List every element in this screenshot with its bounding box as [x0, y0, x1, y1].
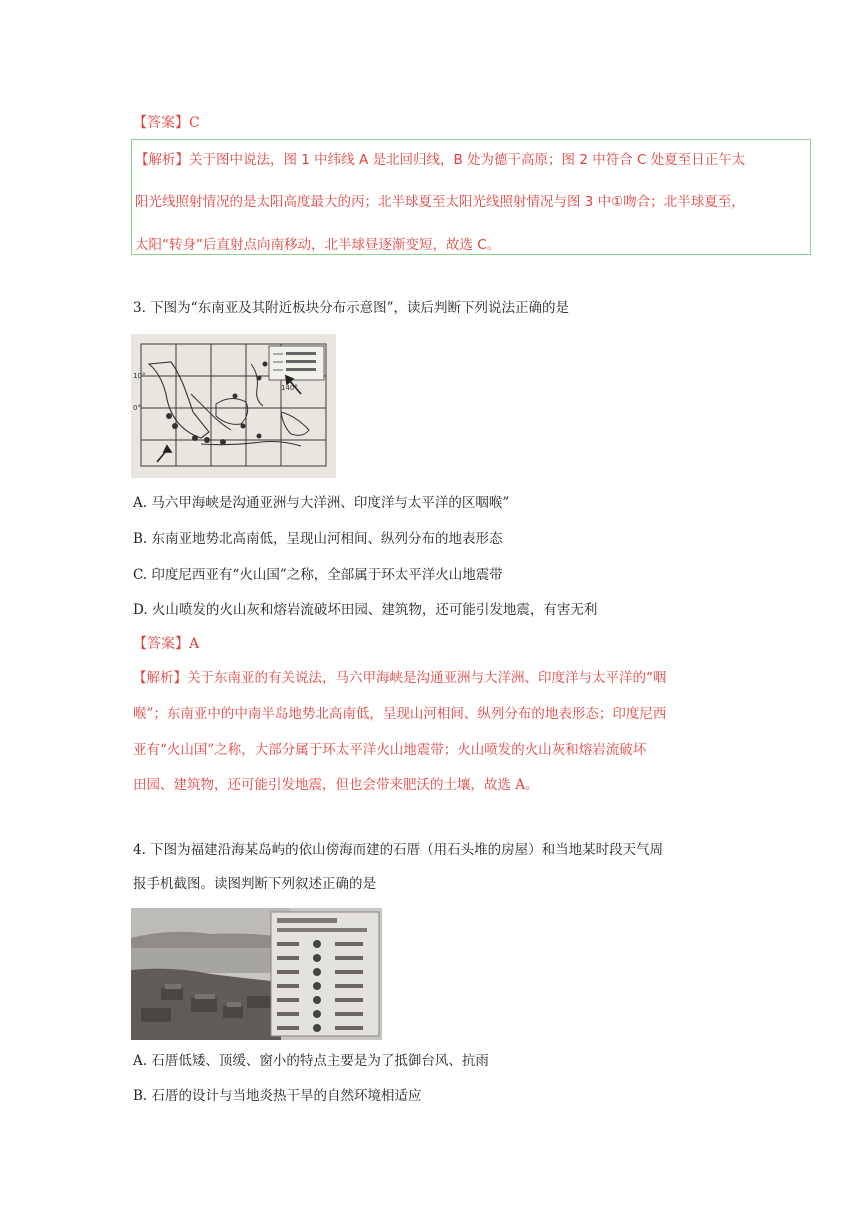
map-label-0: 0°	[133, 404, 141, 412]
q2-analysis-line-3: 太阳“转身”后直射点向南移动，北半球昼逐渐变短，故选 C。	[135, 237, 501, 253]
q4-stem-line-1: 4. 下图为福建沿海某岛屿的依山傍海而建的石厝（用石头堆的房屋）和当地某时段天气周	[133, 842, 664, 858]
map-label-10: 10°	[133, 372, 146, 380]
stone-house-and-weather-photo	[131, 908, 382, 1040]
q2-analysis-line-1: 【解析】关于图中说法，图 1 中纬线 A 是北回归线，B 处为德干高原；图 2 中符合 C 处夏至日正午太	[135, 152, 746, 168]
q3-analysis-line-4: 田园、建筑物，还可能引发地震，但也会带来肥沃的土壤，故选 A。	[133, 777, 539, 793]
q2-answer-label: 【答案】C	[133, 115, 200, 131]
q3-option-a: A. 马六甲海峡是沟通亚洲与大洋洲、印度洋与太平洋的区咽喉”	[133, 495, 510, 511]
q3-option-b: B. 东南亚地势北高南低，呈现山河相间、纵列分布的地表形态	[133, 531, 503, 547]
q4-option-a: A. 石厝低矮、顶缓、窗小的特点主要是为了抵御台风、抗雨	[133, 1053, 489, 1069]
q3-option-c: C. 印度尼西亚有“火山国”之称，全部属于环太平洋火山地震带	[133, 567, 503, 583]
q3-analysis-line-1: 【解析】关于东南亚的有关说法，马六甲海峡是沟通亚洲与大洋洲、印度洋与太平洋的“咽	[133, 670, 667, 686]
q2-analysis-line-2: 阳光线照射情况的是太阳高度最大的丙；北半球夏至太阳光线照射情况与图 3 中①吻合；北半球夏至，	[135, 194, 745, 210]
map-label-140: 140°	[281, 384, 298, 392]
q2-analysis-box	[131, 139, 811, 255]
southeast-asia-plate-map	[131, 334, 336, 478]
q3-answer-label: 【答案】A	[133, 636, 200, 652]
q3-analysis-line-2: 喉”；东南亚中的中南半岛地势北高南低，呈现山河相间、纵列分布的地表形态；印度尼西	[133, 706, 667, 722]
q3-stem: 3. 下图为“东南亚及其附近板块分布示意图”，读后判断下列说法正确的是	[133, 300, 569, 316]
q4-stem-line-2: 报手机截图。读图判断下列叙述正确的是	[133, 876, 376, 892]
q3-option-d: D. 火山喷发的火山灰和熔岩流破坏田园、建筑物，还可能引发地震，有害无利	[133, 602, 598, 618]
q3-analysis-line-3: 亚有“火山国”之称，大部分属于环太平洋火山地震带；火山喷发的火山灰和熔岩流破坏	[133, 742, 647, 758]
q4-option-b: B. 石厝的设计与当地炎热干旱的自然环境相适应	[133, 1088, 422, 1104]
q3-map-figure	[131, 334, 336, 478]
q4-photo-figure	[131, 908, 382, 1040]
